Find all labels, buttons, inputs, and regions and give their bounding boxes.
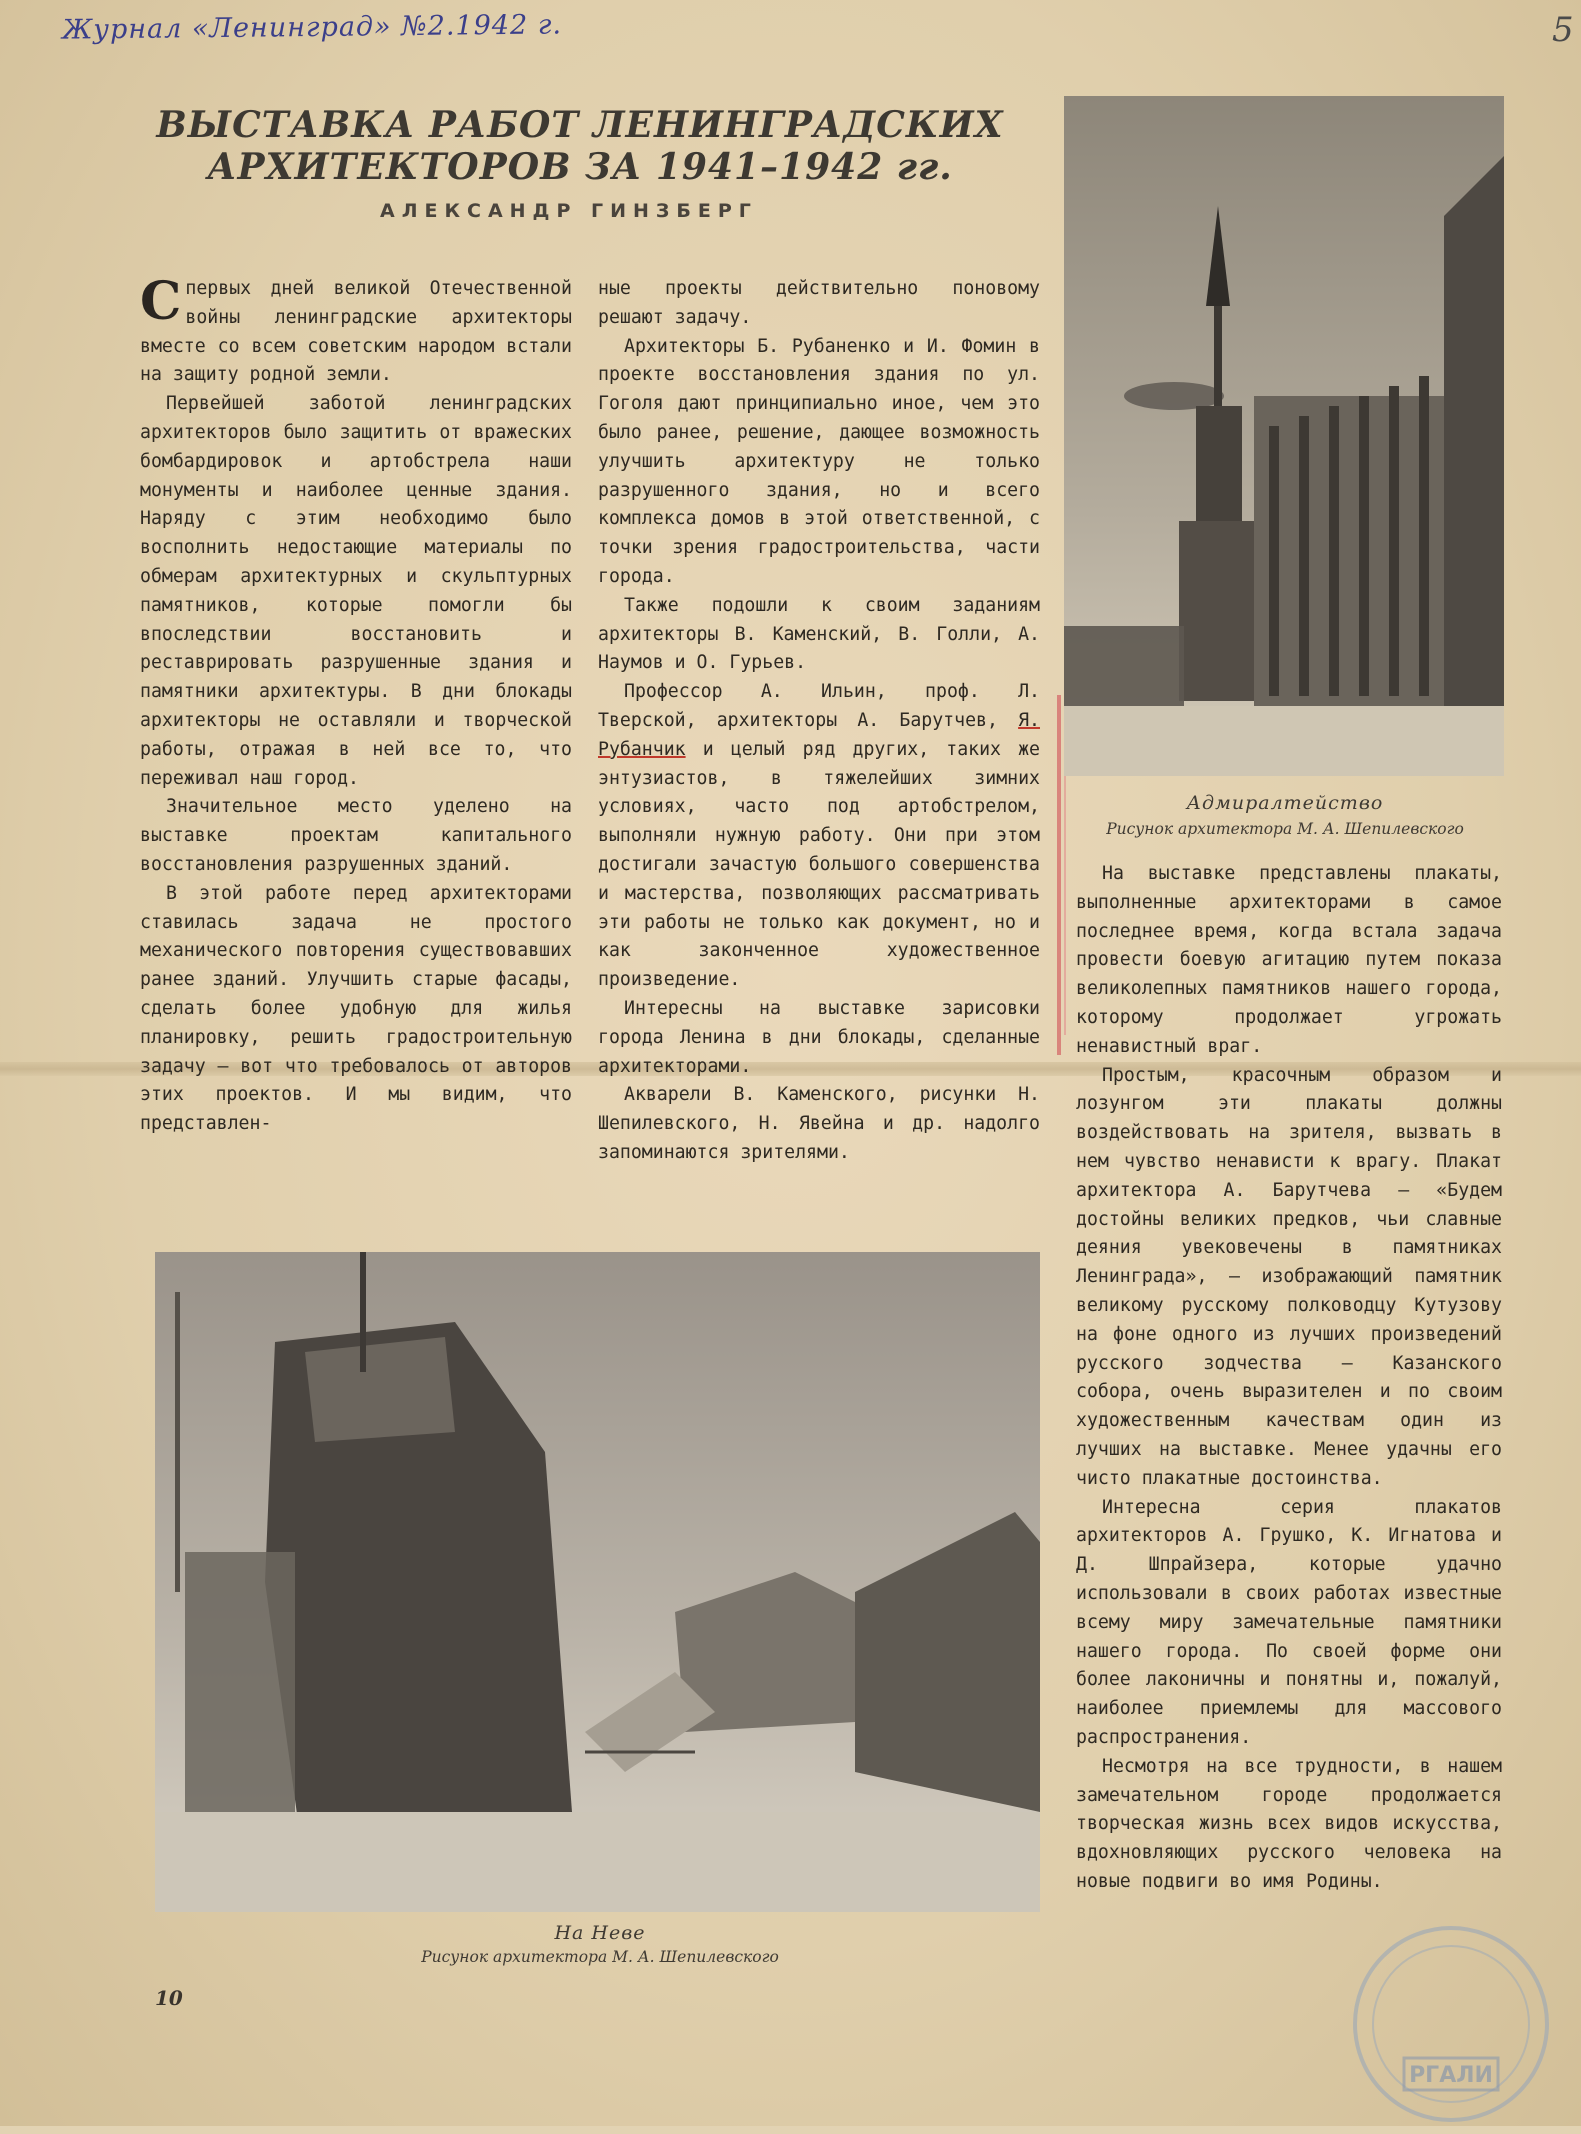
- paragraph: Акварели В. Каменского, рисунки Н. Шепилевского, Н. Явейна и др. надолго запоминаются зрителями.: [598, 1084, 1040, 1163]
- paragraph: На выставке представлены плакаты, выполненные архитекторами в самое последнее время, когда встала задача провести боевую агитацию путем показа великолепных памятников нашего города, которому продолжает угрожать ненавистный враг.: [1076, 863, 1502, 1057]
- admiralty-illustration: [1064, 96, 1504, 776]
- paragraph: Первейшей заботой ленинградских архитекторов было защитить от вражеских бомбардировок и артобстрела наши монументы и наиболее ценные здания. Наряду с этим необходимо было восполнить недостающие материалы по обмерам архитектурных и скульптурных памятников, которые помогли бы впоследствии восстановить и реставрировать разрушенные здания и памятники архитектуры. В дни блокады архитекторы не оставляли и творческой работы, отражая в ней все то, что переживал наш город.: [140, 393, 572, 789]
- paragraph: Простым, красочным образом и лозунгом эти плакаты должны воздействовать на зрителя, вызвать в нем чувство ненависти к врагу. Плакат архитектора А. Барутчева — «Будем достойны великих предков, чьи славные деяния увековечены в памятниках Ленинграда», — изображающий памятник великому русскому полководцу Кутузову на фоне одного из лучших произведений русского зодчества — Казанского собора, очень выразителен и по своим художественным качествам один из лучших на выставке. Менее удачны его чисто плакатные достоинства.: [1076, 1064, 1502, 1489]
- figure-credit: Рисунок архитектора М. А. Шепилевского: [1106, 820, 1464, 838]
- paragraph: Спервых дней великой Отечественной войны ленинградские архитекторы вместе со всем советским народом встали на защиту родной земли.: [140, 271, 572, 386]
- archive-stamp-seal: [1326, 1918, 1576, 2130]
- figure-title: На Неве: [554, 1922, 646, 1944]
- figure-title: Адмиралтейство: [1186, 792, 1384, 814]
- paragraph: Профессор А. Ильин, проф. Л. Тверской, архитекторы А. Барутчев, Я. Рубанчик и целый ряд других, таких же энтузиастов, в тяжелейших зимних условиях, часто под артобстрелом, выполняли нужную работу. Они при этом достигали зачастую большого совершенства и мастерства, позволяющих рассматривать эти работы не только как документ, но и как законченное художественное произведение.: [598, 681, 1040, 991]
- article-title: ВЫСТАВКА РАБОТ ЛЕНИНГРАДСКИХ АРХИТЕКТОРОВ ЗА 1941–1942 гг.: [156, 104, 1004, 188]
- paragraph: В этой работе перед архитекторами ставилась задача не простого механического повторения существовавших ранее зданий. Улучшить старые фасады, сделать более удобную для жилья планировку, решить градостроительную задачу — вот что требовалось от авторов этих проектов. И мы видим, что представлен-: [140, 882, 572, 1135]
- red-underlined-name: Я. Рубанчик: [598, 709, 1040, 760]
- stamp-label: РГАЛИ: [1409, 2063, 1493, 2088]
- paragraph: ные проекты действительно поновому решают задачу.: [598, 278, 1040, 328]
- column-3: [1076, 860, 1502, 1897]
- paragraph: Также подошли к своим заданиям архитекторы В. Каменский, В. Голли, А. Наумов и О. Гурьев.: [598, 594, 1040, 674]
- column-2: [598, 275, 1040, 1168]
- article-author: АЛЕКСАНДР ГИНЗБЕРГ: [380, 200, 758, 222]
- handwritten-note: Журнал «Ленинград» №2.1942 г.: [61, 9, 563, 46]
- paragraph: Несмотря на все трудности, в нашем замечательном городе продолжается творческая жизнь всех видов искусства, вдохновляющих русского человека на новые подвиги во имя Родины.: [1076, 1755, 1502, 1892]
- corner-number: 5: [1552, 10, 1574, 50]
- archive-stamp: [1326, 1918, 1576, 2130]
- admiralty-drawing: [1064, 96, 1504, 776]
- neva-drawing: [155, 1252, 1040, 1912]
- column-1: [140, 271, 572, 1139]
- page-number: 10: [155, 1986, 183, 2010]
- red-pencil-margin-mark: [1057, 695, 1061, 1055]
- paragraph: Архитекторы Б. Рубаненко и И. Фомин в проекте восстановления здания по ул. Гоголя дают принципиально иное, чем это было ранее, решение, дающее возможность улучшить архитектуру не только разрушенного здания, но и всего комплекса домов в этой ответственной, с точки зрения градостроительства, части города.: [598, 335, 1040, 587]
- neva-illustration: [155, 1252, 1040, 1912]
- paragraph: Значительное место уделено на выставке проектам капитального восстановления разрушенных зданий.: [140, 796, 572, 875]
- drop-cap: С: [140, 271, 182, 332]
- paragraph: Интересна серия плакатов архитекторов А. Грушко, К. Игнатова и Д. Шпрайзера, которые удачно использовали в своих работах известные всему миру замечательные памятники нашего города. По своей форме они более лаконичны и понятны и, пожалуй, наиболее приемлемы для массового распространения.: [1076, 1496, 1502, 1748]
- paragraph: Интересны на выставке зарисовки города Ленина в дни блокады, сделанные архитекторами.: [598, 997, 1040, 1077]
- figure-credit: Рисунок архитектора М. А. Шепилевского: [421, 1948, 779, 1966]
